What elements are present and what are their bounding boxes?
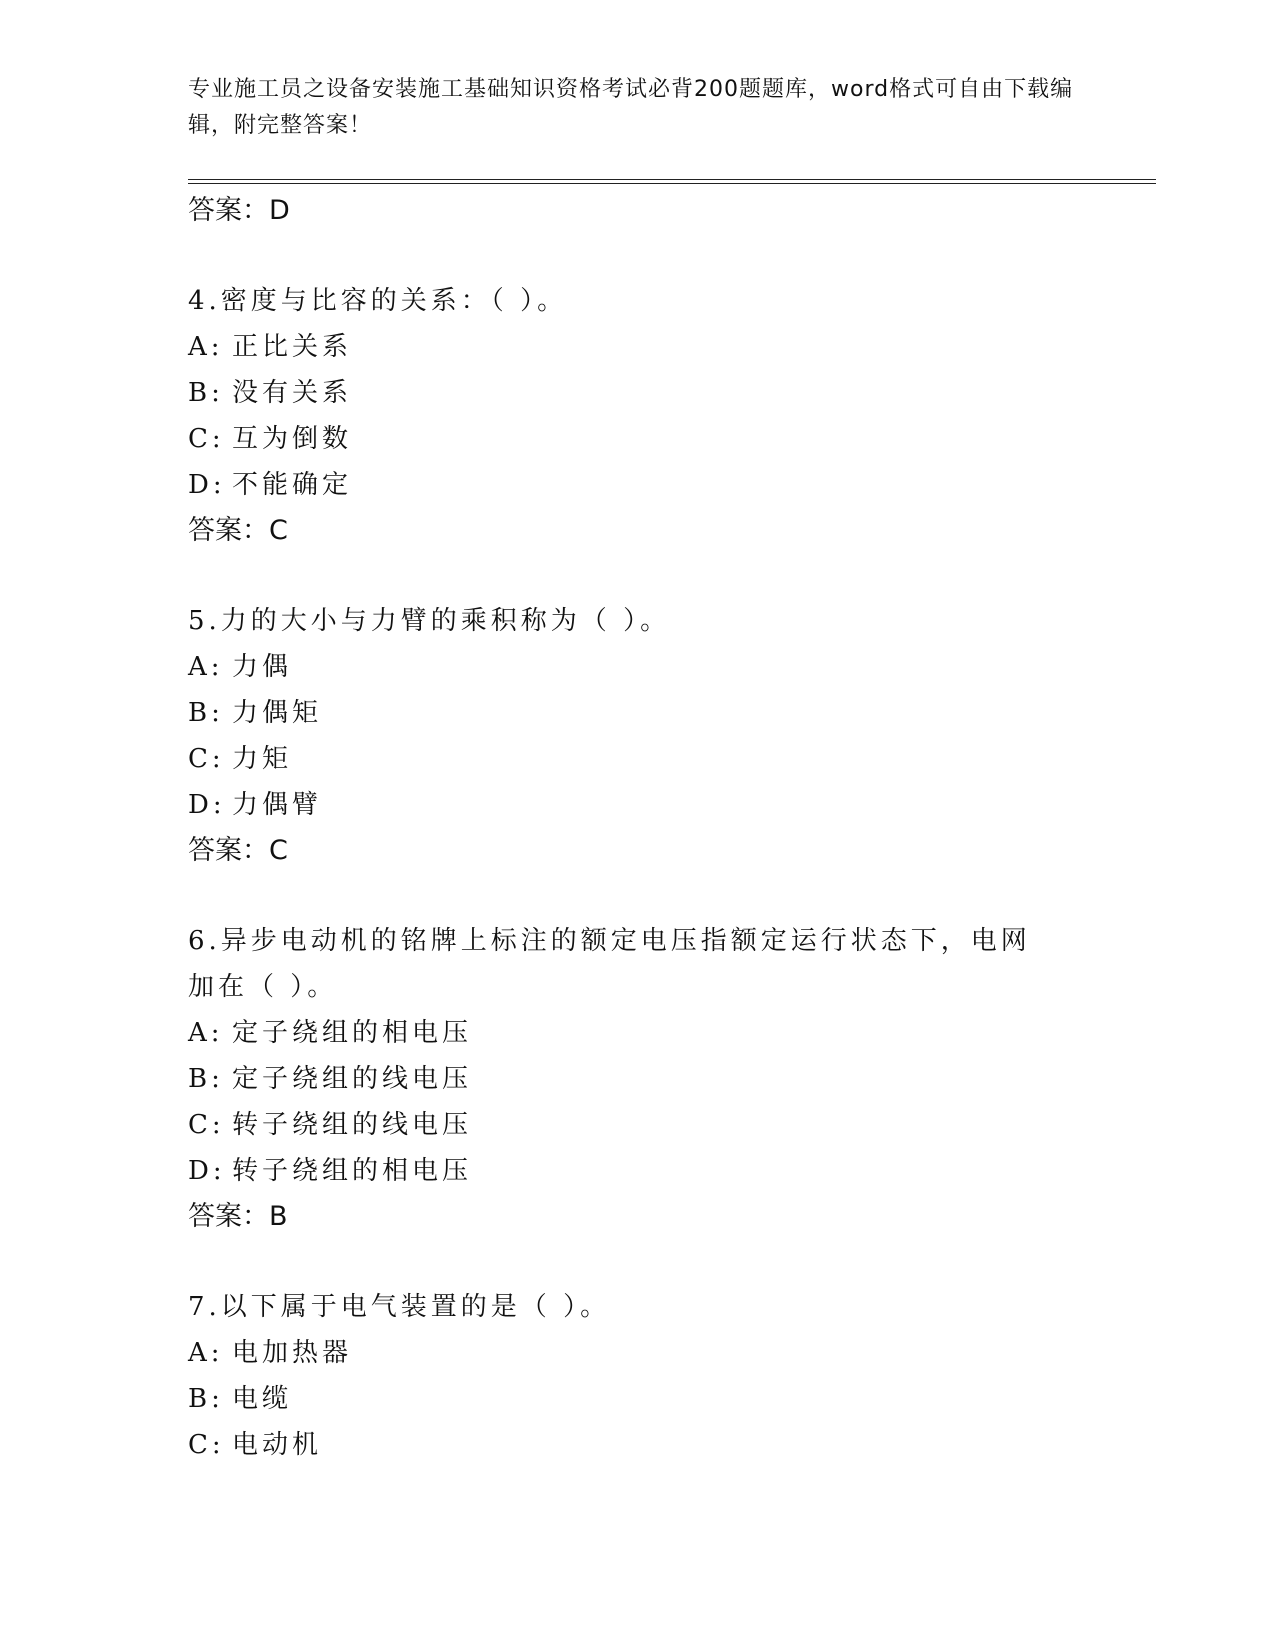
question-title: 7.以下属于电气装置的是（ ）。 bbox=[188, 1292, 611, 1322]
question-5 bbox=[188, 598, 1088, 874]
option-letter: A: bbox=[188, 332, 224, 362]
option-text: 力偶 bbox=[232, 652, 293, 682]
option-a bbox=[188, 1010, 1088, 1056]
option-letter: A: bbox=[188, 1338, 224, 1368]
answer: 答案：C bbox=[188, 515, 288, 546]
question-7 bbox=[188, 1284, 1088, 1468]
option-letter: D: bbox=[188, 1156, 226, 1186]
option-text: 力偶矩 bbox=[232, 698, 323, 728]
option-c bbox=[188, 1102, 1088, 1148]
option-text: 没有关系 bbox=[232, 378, 353, 408]
option-d bbox=[188, 782, 1088, 828]
option-text: 力偶臂 bbox=[232, 790, 323, 820]
option-letter: D: bbox=[188, 790, 226, 820]
option-letter: B: bbox=[188, 1064, 224, 1094]
previous-answer: 答案：D bbox=[188, 195, 290, 226]
answer: 答案：B bbox=[188, 1201, 288, 1232]
option-letter: D: bbox=[188, 470, 226, 500]
option-text: 力矩 bbox=[232, 744, 293, 774]
option-c bbox=[188, 736, 1088, 782]
option-b bbox=[188, 1056, 1088, 1102]
option-b bbox=[188, 690, 1088, 736]
option-d bbox=[188, 462, 1088, 508]
option-text: 定子绕组的相电压 bbox=[232, 1018, 473, 1048]
option-text: 电缆 bbox=[232, 1384, 293, 1414]
option-a bbox=[188, 324, 1088, 370]
option-text: 转子绕组的相电压 bbox=[232, 1156, 473, 1186]
option-letter: B: bbox=[188, 1384, 224, 1414]
document-header: 专业施工员之设备安装施工基础知识资格考试必背200题题库，word格式可自由下载编辑，附完整答案！ bbox=[188, 77, 1074, 138]
option-letter: A: bbox=[188, 1018, 224, 1048]
option-a bbox=[188, 1330, 1088, 1376]
option-a bbox=[188, 644, 1088, 690]
option-text: 定子绕组的线电压 bbox=[232, 1064, 473, 1094]
option-text: 转子绕组的线电压 bbox=[232, 1110, 473, 1140]
option-c bbox=[188, 1422, 1088, 1468]
option-letter: C: bbox=[188, 1430, 225, 1460]
question-title: 4.密度与比容的关系：（ ）。 bbox=[188, 286, 568, 316]
question-4 bbox=[188, 278, 1088, 554]
option-letter: C: bbox=[188, 424, 225, 454]
question-title: 6.异步电动机的铭牌上标注的额定电压指额定运行状态下，电网加在（ ）。 bbox=[188, 926, 1031, 1002]
option-text: 电动机 bbox=[232, 1430, 323, 1460]
option-c bbox=[188, 416, 1088, 462]
option-text: 不能确定 bbox=[232, 470, 353, 500]
option-text: 正比关系 bbox=[232, 332, 353, 362]
question-6 bbox=[188, 918, 1088, 1240]
header-rule-bottom bbox=[188, 183, 1156, 184]
option-b bbox=[188, 1376, 1088, 1422]
option-b bbox=[188, 370, 1088, 416]
document-body bbox=[188, 188, 1088, 1468]
answer: 答案：C bbox=[188, 835, 288, 866]
option-letter: C: bbox=[188, 1110, 225, 1140]
question-title: 5.力的大小与力臂的乘积称为（ ）。 bbox=[188, 606, 671, 636]
header-rule-top bbox=[188, 179, 1156, 180]
option-letter: A: bbox=[188, 652, 224, 682]
option-letter: B: bbox=[188, 378, 224, 408]
option-text: 互为倒数 bbox=[232, 424, 353, 454]
option-text: 电加热器 bbox=[232, 1338, 353, 1368]
option-letter: B: bbox=[188, 698, 224, 728]
option-d bbox=[188, 1148, 1088, 1194]
option-letter: C: bbox=[188, 744, 225, 774]
